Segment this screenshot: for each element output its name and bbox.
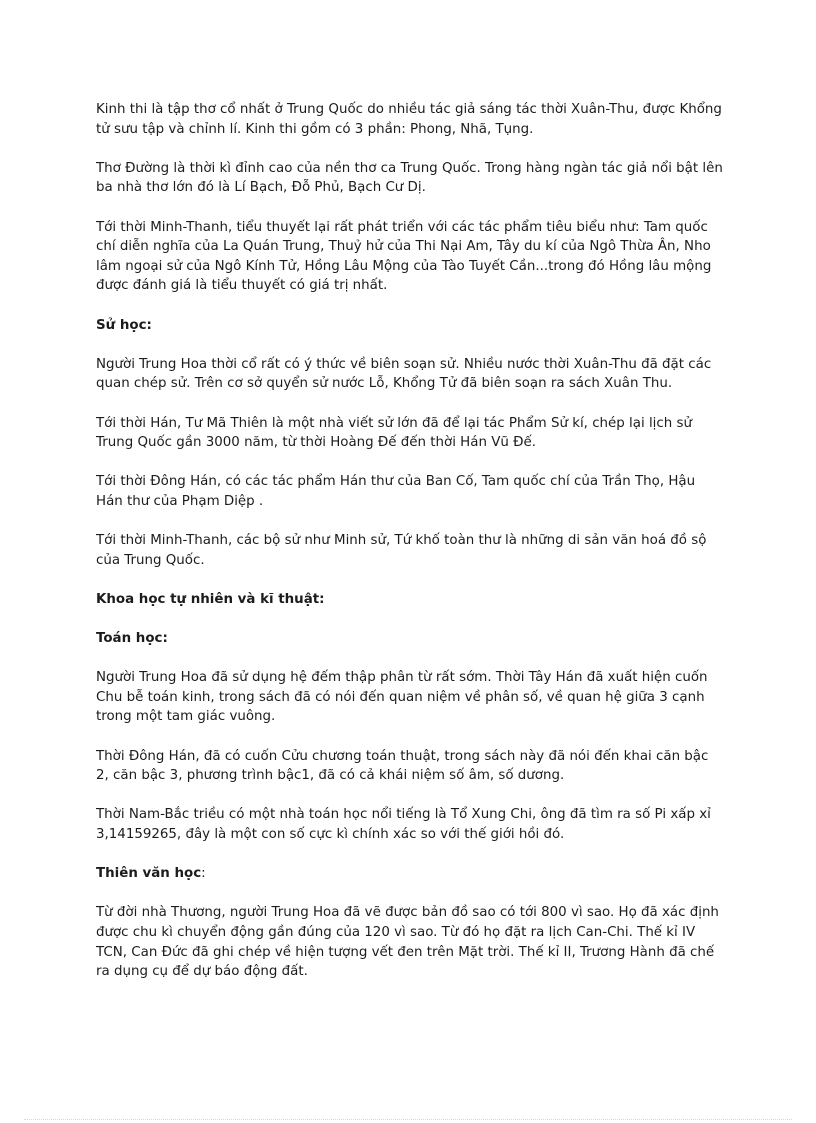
heading-thien-van-hoc-colon: : [201, 866, 206, 882]
paragraph-su-hoc-dong-han: Tới thời Đông Hán, có các tác phẩm Hán thư của Ban Cố, Tam quốc chí của Trần Thọ, Hậu Hán thư của Phạm Diệp . [96, 474, 696, 509]
page-bottom-divider [24, 1119, 792, 1120]
heading-thien-van-hoc [96, 864, 724, 884]
paragraph-kinh-thi: Kinh thi là tập thơ cổ nhất ở Trung Quốc do nhiều tác giả sáng tác thời Xuân-Thu, được Khổng tử sưu tập và chỉnh lí. Kinh thi gồm có 3 phần: Phong, Nhã, Tụng. [96, 102, 722, 137]
paragraph-su-hoc-han: Tới thời Hán, Tư Mã Thiên là một nhà viết sử lớn đã để lại tác Phẩm Sử kí, chép lại lịch sử Trung Quốc gần 3000 năm, từ thời Hoàng Đế đến thời Hán Vũ Đế. [96, 415, 692, 451]
heading-khoa-hoc-tu-nhien: Khoa học tự nhiên và kĩ thuật: [96, 591, 325, 607]
paragraph-su-hoc-co: Người Trung Hoa thời cổ rất có ý thức về biên soạn sử. Nhiều nước thời Xuân-Thu đã đặt các quan chép sử. Trên cơ sở quyển sử nước Lỗ, Khổng Tử đã biên soạn ra sách Xuân Thu. [96, 356, 712, 392]
paragraph-toan-hoc-so-pi: Thời Nam-Bắc triều có một nhà toán học nổi tiếng là Tổ Xung Chi, ông đã tìm ra số Pi xấp xỉ 3,14159265, đây là một con số cực kì chính xác so với thế giới hồi đó. [96, 807, 711, 842]
heading-toan-hoc: Toán học: [96, 631, 168, 647]
paragraph-tho-duong: Thơ Đường là thời kì đỉnh cao của nền thơ ca Trung Quốc. Trong hàng ngàn tác giả nổi bật lên ba nhà thơ lớn đó là Lí Bạch, Đỗ Phủ, Bạch Cư Dị. [96, 160, 723, 196]
heading-su-hoc: Sử học: [96, 317, 152, 333]
paragraph-toan-hoc-cuu-chuong: Thời Đông Hán, đã có cuốn Cửu chương toán thuật, trong sách này đã nói đến khai căn bậc 2, căn bậc 3, phương trình bậc1, đã có cả khái niệm số âm, số dương. [96, 748, 709, 784]
paragraph-su-hoc-minh-thanh: Tới thời Minh-Thanh, các bộ sử như Minh sử, Tứ khố toàn thư là những di sản văn hoá đồ sộ của Trung Quốc. [96, 533, 707, 568]
paragraph-minh-thanh-tieu-thuyet: Tới thời Minh-Thanh, tiểu thuyết lại rất phát triển với các tác phẩm tiêu biểu như: Tam quốc chí diễn nghĩa của La Quán Trung, Thuỷ hử của Thi Nại Am, Tây du kí của Ngô Thừa Ân, Nho lâm ngoại sử của Ngô Kính Tử, Hồng Lâu Mộng của Tào Tuyết Cần...trong đó Hồng lâu mộng được đánh giá là tiểu thuyết có giá trị nhất. [96, 219, 712, 294]
heading-thien-van-hoc-text: Thiên văn học [96, 866, 202, 882]
paragraph-toan-hoc-thap-phan: Người Trung Hoa đã sử dụng hệ đếm thập phân từ rất sớm. Thời Tây Hán đã xuất hiện cuốn Chu bễ toán kinh, trong sách đã có nói đến quan niệm về phân số, về quan hệ giữa 3 cạnh trong một tam giác vuông. [96, 670, 708, 725]
paragraph-thien-van-hoc: Từ đời nhà Thương, người Trung Hoa đã vẽ được bản đồ sao có tới 800 vì sao. Họ đã xác định được chu kì chuyển động gần đúng của 120 vì sao. Từ đó họ đặt ra lịch Can-Chi. Thế kỉ IV TCN, Can Đức đã ghi chép về hiện tượng vết đen trên Mặt trời. Thế kỉ II, Trương Hành đã chế ra dụng cụ để dự báo động đất. [96, 905, 719, 980]
document-body [96, 100, 724, 1001]
